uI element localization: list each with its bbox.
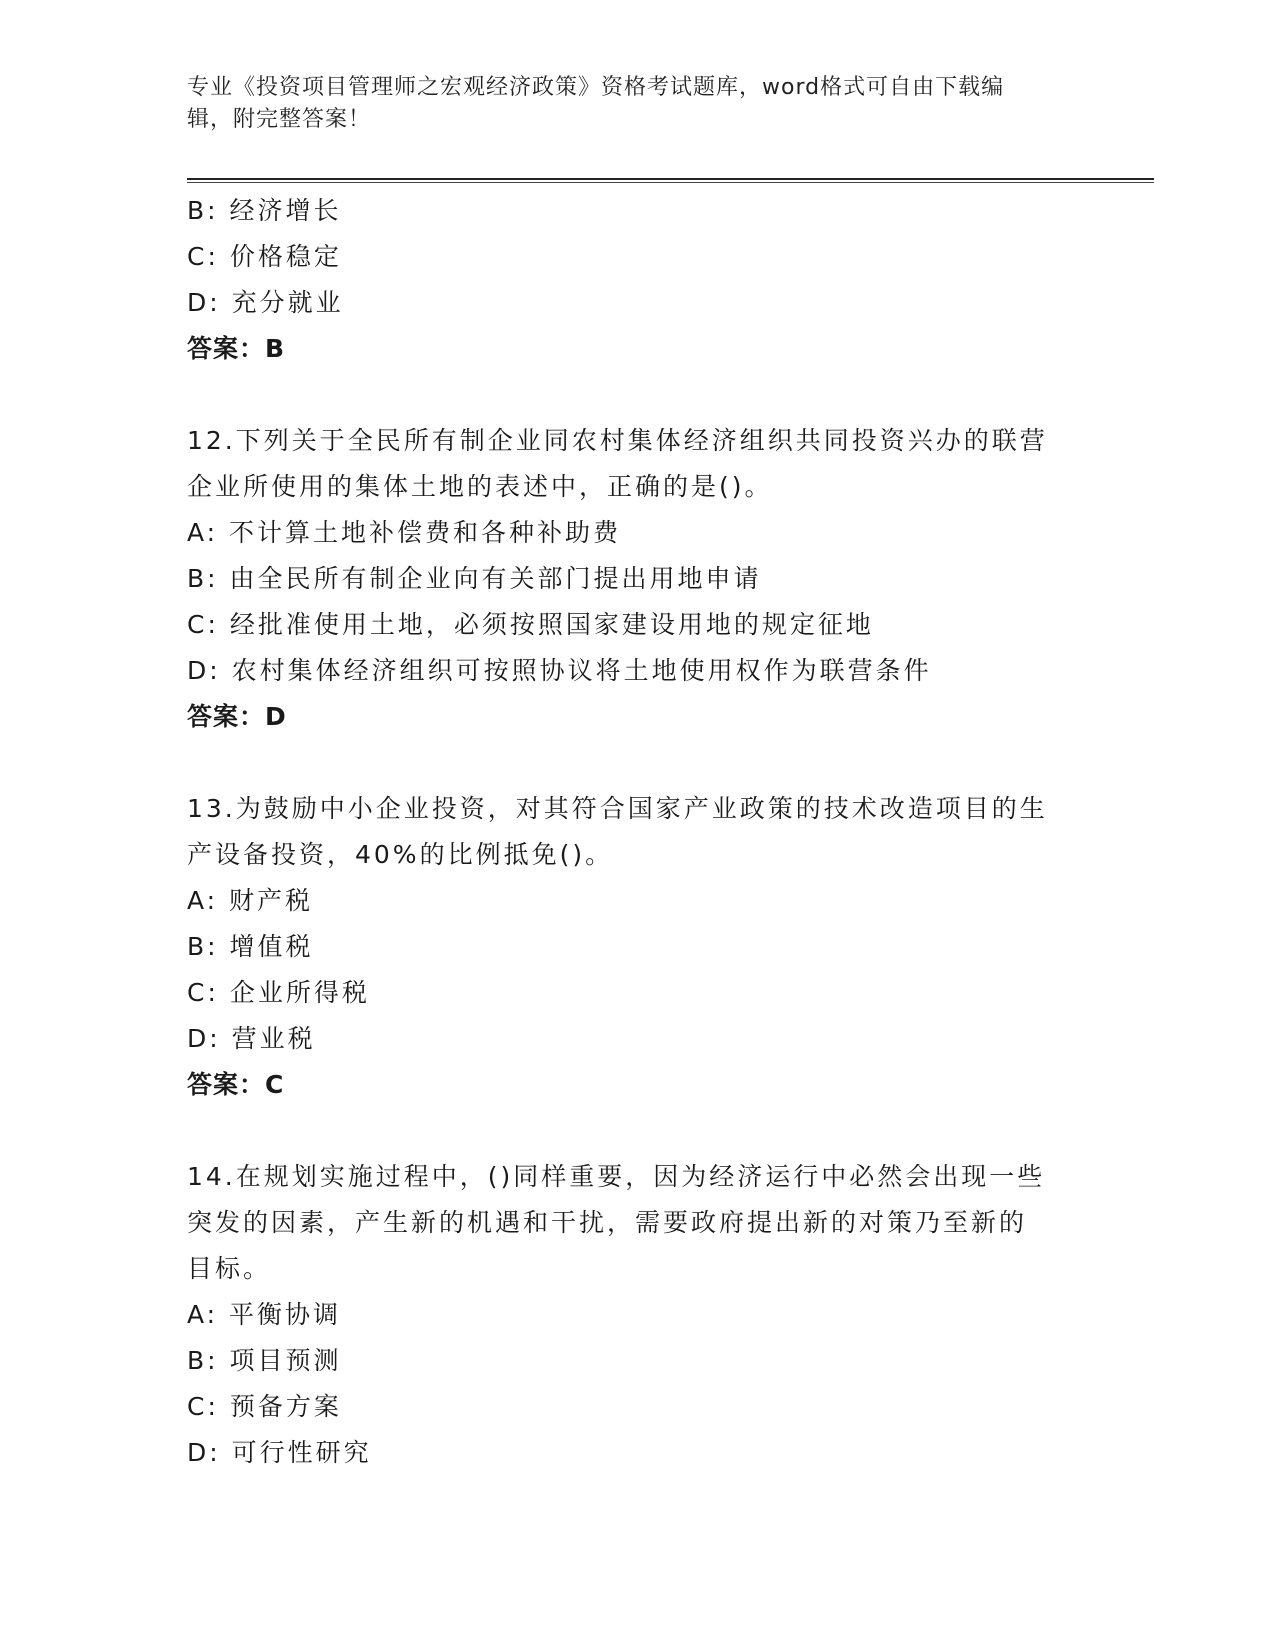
option-c: C: 企业所得税 bbox=[187, 978, 370, 1007]
option-c: C: 经批准使用土地，必须按照国家建设用地的规定征地 bbox=[187, 610, 874, 639]
spacer bbox=[187, 740, 1107, 786]
question-13 bbox=[187, 786, 1107, 1108]
option-c: C: 价格稳定 bbox=[187, 242, 342, 271]
question-stem: 13.为鼓励中小企业投资，对其符合国家产业政策的技术改造项目的生 bbox=[187, 794, 1048, 823]
question-stem: 企业所使用的集体土地的表述中，正确的是()。 bbox=[187, 472, 773, 501]
answer-line: 答案：B bbox=[187, 334, 286, 363]
question-list bbox=[187, 188, 1107, 1476]
spacer bbox=[187, 1108, 1107, 1154]
option-b: B: 增值税 bbox=[187, 932, 314, 961]
option-a: A: 财产税 bbox=[187, 886, 314, 915]
option-d: D: 农村集体经济组织可按照协议将土地使用权作为联营条件 bbox=[187, 656, 932, 685]
header-divider-thin bbox=[187, 182, 1154, 183]
answer-line: 答案：C bbox=[187, 1070, 285, 1099]
question-12 bbox=[187, 418, 1107, 740]
question-stem: 12.下列关于全民所有制企业同农村集体经济组织共同投资兴办的联营 bbox=[187, 426, 1048, 455]
question-stem: 突发的因素，产生新的机遇和干扰，需要政府提出新的对策乃至新的 bbox=[187, 1208, 1028, 1237]
option-b: B: 项目预测 bbox=[187, 1346, 342, 1375]
header-line-2: 辑，附完整答案！ bbox=[187, 107, 372, 132]
answer-line: 答案：D bbox=[187, 702, 287, 731]
question-14 bbox=[187, 1154, 1107, 1476]
header-line-1: 专业《投资项目管理师之宏观经济政策》资格考试题库，word格式可自由下载编 bbox=[187, 75, 1005, 100]
option-c: C: 预备方案 bbox=[187, 1392, 342, 1421]
document-header bbox=[187, 72, 1067, 136]
spacer bbox=[187, 372, 1107, 418]
option-a: A: 平衡协调 bbox=[187, 1300, 342, 1329]
question-11-continued bbox=[187, 188, 1107, 372]
question-stem: 14.在规划实施过程中，()同样重要，因为经济运行中必然会出现一些 bbox=[187, 1162, 1046, 1191]
option-a: A: 不计算土地补偿费和各种补助费 bbox=[187, 518, 622, 547]
option-b: B: 由全民所有制企业向有关部门提出用地申请 bbox=[187, 564, 762, 593]
option-d: D: 充分就业 bbox=[187, 288, 344, 317]
question-stem: 目标。 bbox=[187, 1254, 272, 1283]
question-stem: 产设备投资，40%的比例抵免()。 bbox=[187, 840, 614, 869]
option-b: B: 经济增长 bbox=[187, 196, 342, 225]
option-d: D: 营业税 bbox=[187, 1024, 316, 1053]
option-d: D: 可行性研究 bbox=[187, 1438, 372, 1467]
header-divider-thick bbox=[187, 178, 1154, 180]
